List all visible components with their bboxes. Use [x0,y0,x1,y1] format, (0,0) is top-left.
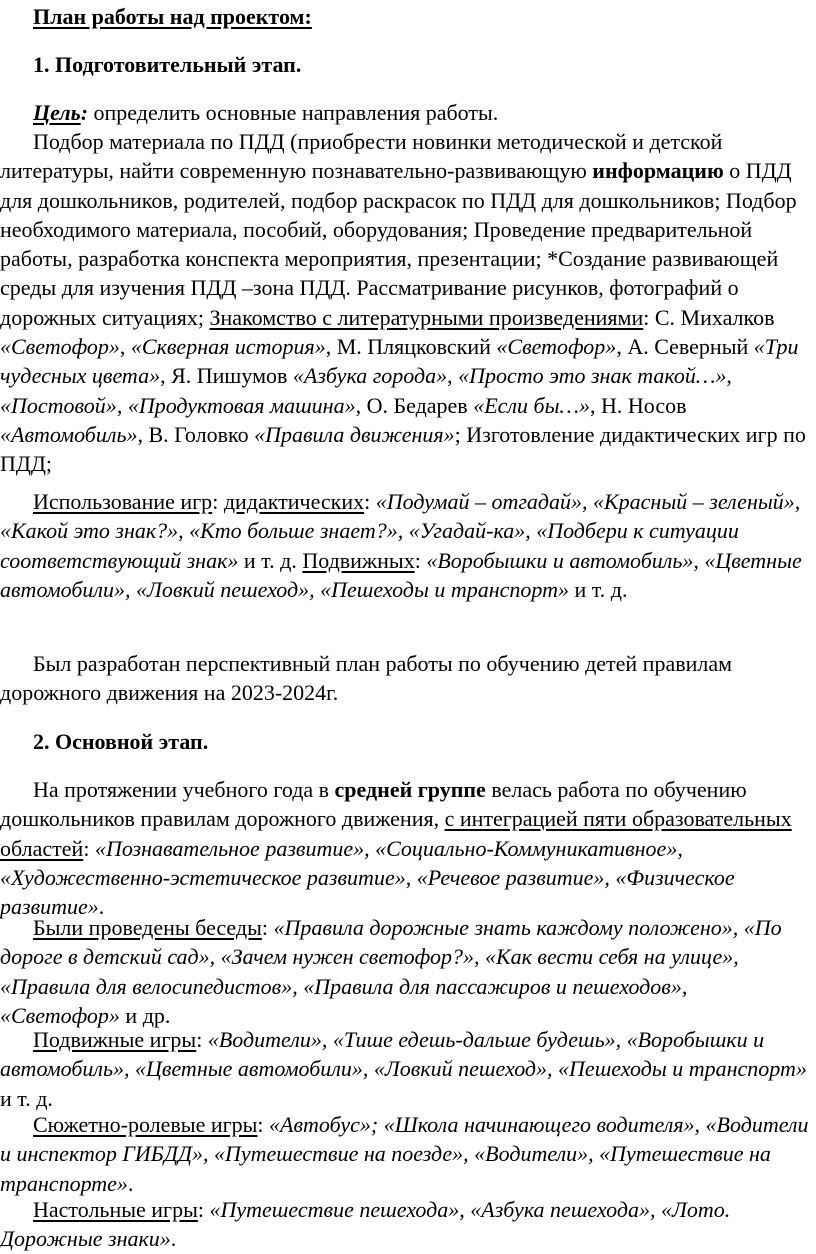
goal-text: определить основные направления работы. [88,100,499,125]
text-run: : [414,547,427,573]
goal-line [0,98,810,127]
text-run: : [196,1027,208,1052]
page-title-text: План работы над проектом: [33,4,312,29]
book-title: «Автомобиль» [0,421,138,447]
page-title [33,2,810,31]
book-title: «Скверная история» [130,334,326,360]
underlined-run: Сюжетно-ролевые игры [33,1112,258,1137]
talk-titles: «Правила дорожные знать каждому положено», «По дороге в детский сад», «Зачем нужен светофор?», «Как вести себя на улице», «Правила для велосипедистов», «Правила для пассажиров и пешеходов», «Светофор» [0,915,782,1028]
board-games-paragraph [0,1195,810,1254]
talks-paragraph [0,913,810,1030]
book-title: «Если бы…» [473,392,591,418]
book-title: «Светофор» [496,334,617,360]
book-title: «Три чудесных цвета» [0,334,799,389]
plan-paragraph: Был разработан перспективный план работы по обучению детей правилам дорожного движения на 2023-2024г. [0,651,733,706]
text-run: : [261,915,274,940]
text-run: , [116,392,128,418]
text-run: : [364,489,376,514]
book-title: «Светофор» [0,334,120,360]
preparation-paragraph [0,127,810,479]
text-run: , М. Пляцковский [325,334,497,360]
text-run: . [127,1170,134,1196]
game-titles: «Подумай – отгадай», «Красный – зеленый», «Какой это знак?», «Кто больше знает?», «Угадай-ка», «Подбери к ситуации соответствующий знак» [0,489,801,573]
book-title: «Азбука города» [292,363,448,389]
book-title: «Просто это знак такой…» [458,363,727,389]
stage1-heading: 1. Подготовительный этап. [33,52,302,77]
underlined-run: Знакомство с литературными произведениями [209,304,644,330]
main-stage-paragraph [0,775,810,921]
text-run: : [83,835,95,861]
text-run: . [98,894,105,920]
text-run: Подбор материала по ПДД (приобрести новинки методической и детской литературы, найти современную познавательно-развивающую [0,129,723,184]
bold-run: информацию [592,158,724,184]
underlined-run: Были проведены беседы [33,915,262,940]
stage2-heading: 2. Основной этап. [33,729,209,754]
text-run: , О. Бедарев [355,392,474,418]
underlined-run: Настольные игры [33,1197,198,1222]
text-run: , [447,363,459,389]
text-run: о ПДД для дошкольников, родителей, подбор раскрасок по ПДД для дошкольников; Подбор необходимого материала, пособий, оборудования; Проведение предварительной работы, разработка конспекта мероприятия, презентации; *Создание развивающей среды для изучения ПДД –зона ПДД. Рассматривание рисунков, фотографий о дорожных ситуациях; [0,158,797,330]
text-run: велась работа по обучению дошкольников правилам дорожного движения, [0,777,747,832]
game-titles: «Путешествие пешехода», «Азбука пешехода», «Лото. Дорожные знаки» [0,1197,731,1252]
goal-colon: : [80,100,89,125]
text-run: : [257,1112,270,1137]
outdoor-games-paragraph [0,1025,810,1113]
text-run: и др. [119,1002,171,1028]
text-run: , В. Головко [137,421,255,447]
underlined-run: Подвижные игры [33,1027,197,1052]
game-titles: «Автобус»; «Школа начинающего водителя», «Водители и инспектор ГИБДД», «Путешествие на поезде», «Водители», «Путешествие на транспорте» [0,1112,809,1196]
text-run: , [119,334,131,360]
text-run: и т. д. [569,576,628,602]
role-games-paragraph [0,1110,810,1198]
text-run: . [170,1226,177,1252]
underlined-run: Подвижных [302,547,415,573]
game-titles: «Воробышки и автомобиль», «Цветные автомобили», «Ловкий пешеход», «Пешеходы и транспорт» [0,547,802,602]
bold-run: средней группе [334,777,486,802]
underlined-run: дидактических [223,489,365,514]
game-titles: «Водители», «Тише едешь-дальше будешь», «Воробышки и автомобиль», «Цветные автомобили», «Ловкий пешеход», «Пешеходы и транспорт» [0,1027,807,1082]
goal-label: Цель [33,100,81,125]
text-run: На протяжении учебного года в [33,777,335,802]
underlined-run: с интеграцией пяти образовательных областей [0,806,792,861]
book-title: «Постовой» [0,392,117,418]
underlined-run: Использование игр [33,489,213,514]
text-run: и т. д. [0,1085,53,1111]
text-run: : [212,489,224,514]
text-run: : [197,1197,210,1222]
text-run: , Н. Носов [590,392,687,418]
area-titles: «Познавательное развитие», «Социально-Коммуникативное», «Художественно-эстетическое развитие», «Речевое развитие», «Физическое развитие» [0,835,735,920]
text-run: ; Изготовление дидактических игр по ПДД; [0,421,806,477]
text-run: , Я. Пишумов [160,363,293,389]
text-run: , А. Северный [616,334,754,360]
text-run: , [726,363,732,389]
book-title: «Правила движения» [254,421,455,447]
text-run: и т. д. [238,547,303,573]
text-run: : С. Михалков [643,304,775,330]
games-paragraph [0,487,810,604]
book-title: «Продуктовая машина» [127,392,356,418]
